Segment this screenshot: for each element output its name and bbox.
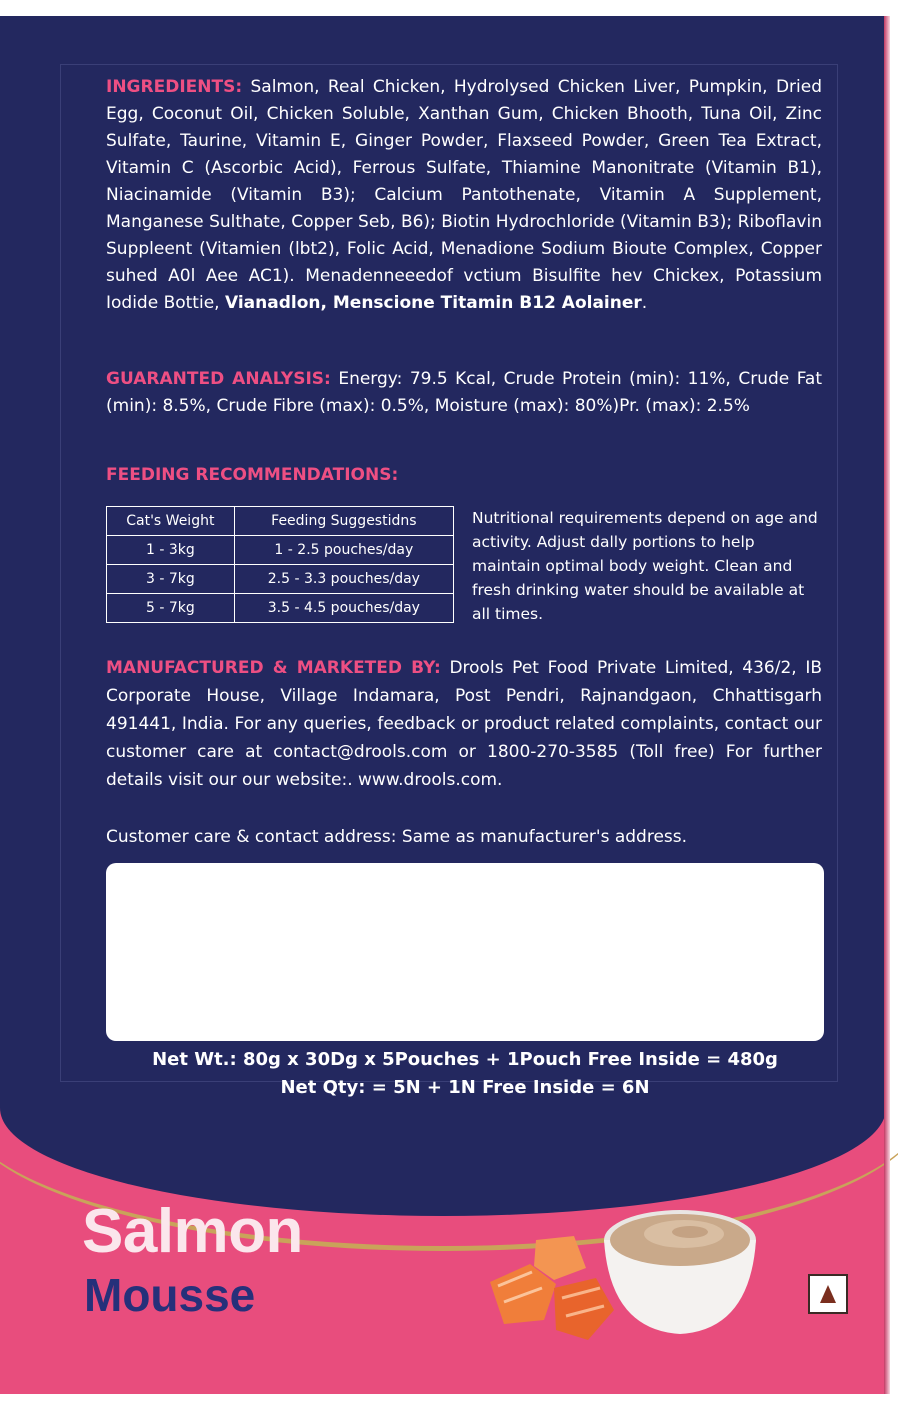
non-veg-mark-icon: [808, 1274, 848, 1314]
batch-info-blank-area: [106, 863, 824, 1041]
manufacturer-heading: MANUFACTURED & MARKETED BY:: [106, 658, 441, 678]
manufacturer-text: Drools Pet Food Private Limited, 436/2, IB Corporate House, Village Indamara, Post Pendri, Rajnandgaon, Chhattisgarh 491441, India. For any queries, feedback or product related complaints, contact our customer care at contact@drools.com or 1800-270-3585 (Toll free) For further details visit our our website:. www.drools.com.: [106, 658, 823, 790]
analysis-text: Energy: 79.5 Kcal, Crude Protein (min): 11%, Crude Fat (min): 8.5%, Crude Fibre (max): 0.5%, Moisture (max): 80%)Pr. (max): 2.5%: [106, 369, 822, 416]
table-row: [107, 565, 454, 594]
table-cell: 3.5 - 4.5 pouches/day: [234, 594, 453, 623]
table-row: [107, 536, 454, 565]
analysis-heading: GUARANTED ANALYSIS:: [106, 369, 331, 389]
table-cell: 2.5 - 3.3 pouches/day: [234, 565, 453, 594]
table-cell: 1 - 3kg: [107, 536, 235, 565]
feeding-note: Nutritional requirements depend on age and activity. Adjust dally portions to help maintain optimal body weight. Clean and fresh drinking water should be available at all times.: [472, 509, 818, 623]
box-side-edge: [884, 16, 890, 1394]
product-variant: Mousse: [84, 1269, 256, 1321]
ingredients-paragraph: [106, 74, 822, 317]
product-name: Salmon: [82, 1197, 303, 1266]
customer-care-line: Customer care & contact address: Same as manufacturer's address.: [106, 827, 688, 847]
ingredients-heading: INGREDIENTS:: [106, 77, 243, 97]
non-veg-triangle: [820, 1285, 836, 1303]
table-cell: 3 - 7kg: [107, 565, 235, 594]
net-quantity: Net Qty: = 5N + 1N Free Inside = 6N: [280, 1077, 650, 1098]
ingredients-text-bold: Vianadlon, Menscione Titamin B12 Aolainer: [224, 293, 642, 313]
table-cell: 5 - 7kg: [107, 594, 235, 623]
feeding-heading: FEEDING RECOMMENDATIONS:: [106, 465, 399, 485]
net-weight: Net Wt.: 80g x 30Dg x 5Pouches + 1Pouch Free Inside = 480g: [152, 1049, 778, 1070]
analysis-paragraph: [106, 366, 822, 420]
product-illustration: [470, 1180, 770, 1360]
manufacturer-paragraph: [106, 654, 822, 794]
column-header: Feeding Suggestidns: [234, 507, 453, 536]
table-cell: 1 - 2.5 pouches/day: [234, 536, 453, 565]
salmon-chunks-icon: [490, 1236, 614, 1340]
feeding-table: [106, 506, 454, 623]
net-weight-block: [106, 1046, 824, 1102]
table-row: [107, 594, 454, 623]
ingredients-text: Salmon, Real Chicken, Hydrolysed Chicken Liver, Pumpkin, Dried Egg, Coconut Oil, Chicken Soluble, Xanthan Gum, Chicken Bhooth, Tuna Oil, Zinc Sulfate, Taurine, Vitamin E, Ginger Powder, Flaxseed Powder, Green Tea Extract, Vitamin C (Ascorbic Acid), Ferrous Sulfate, Thiamine Manonitrate (Vitamin B1), Niacinamide (Vitamin B3); Calcium Pantothenate, Vitamin A Supplement, Manganese Sulthate, Copper Seb, B6); Biotin Hydrochloride (Vitamin B3); Riboflavin Suppleent (Vitamien (lbt2), Folic Acid, Menadione Sodium Bioute Complex, Copper suhed A0l Aee AC1). Menadenneeedof vctium Bisulfite hev Chickex, Potassium Iodide Bottie,: [106, 77, 822, 313]
bowl-of-mousse-icon: [604, 1210, 756, 1334]
column-header: Cat's Weight: [107, 507, 235, 536]
ingredients-text-end: .: [641, 293, 648, 313]
table-header-row: [107, 507, 454, 536]
